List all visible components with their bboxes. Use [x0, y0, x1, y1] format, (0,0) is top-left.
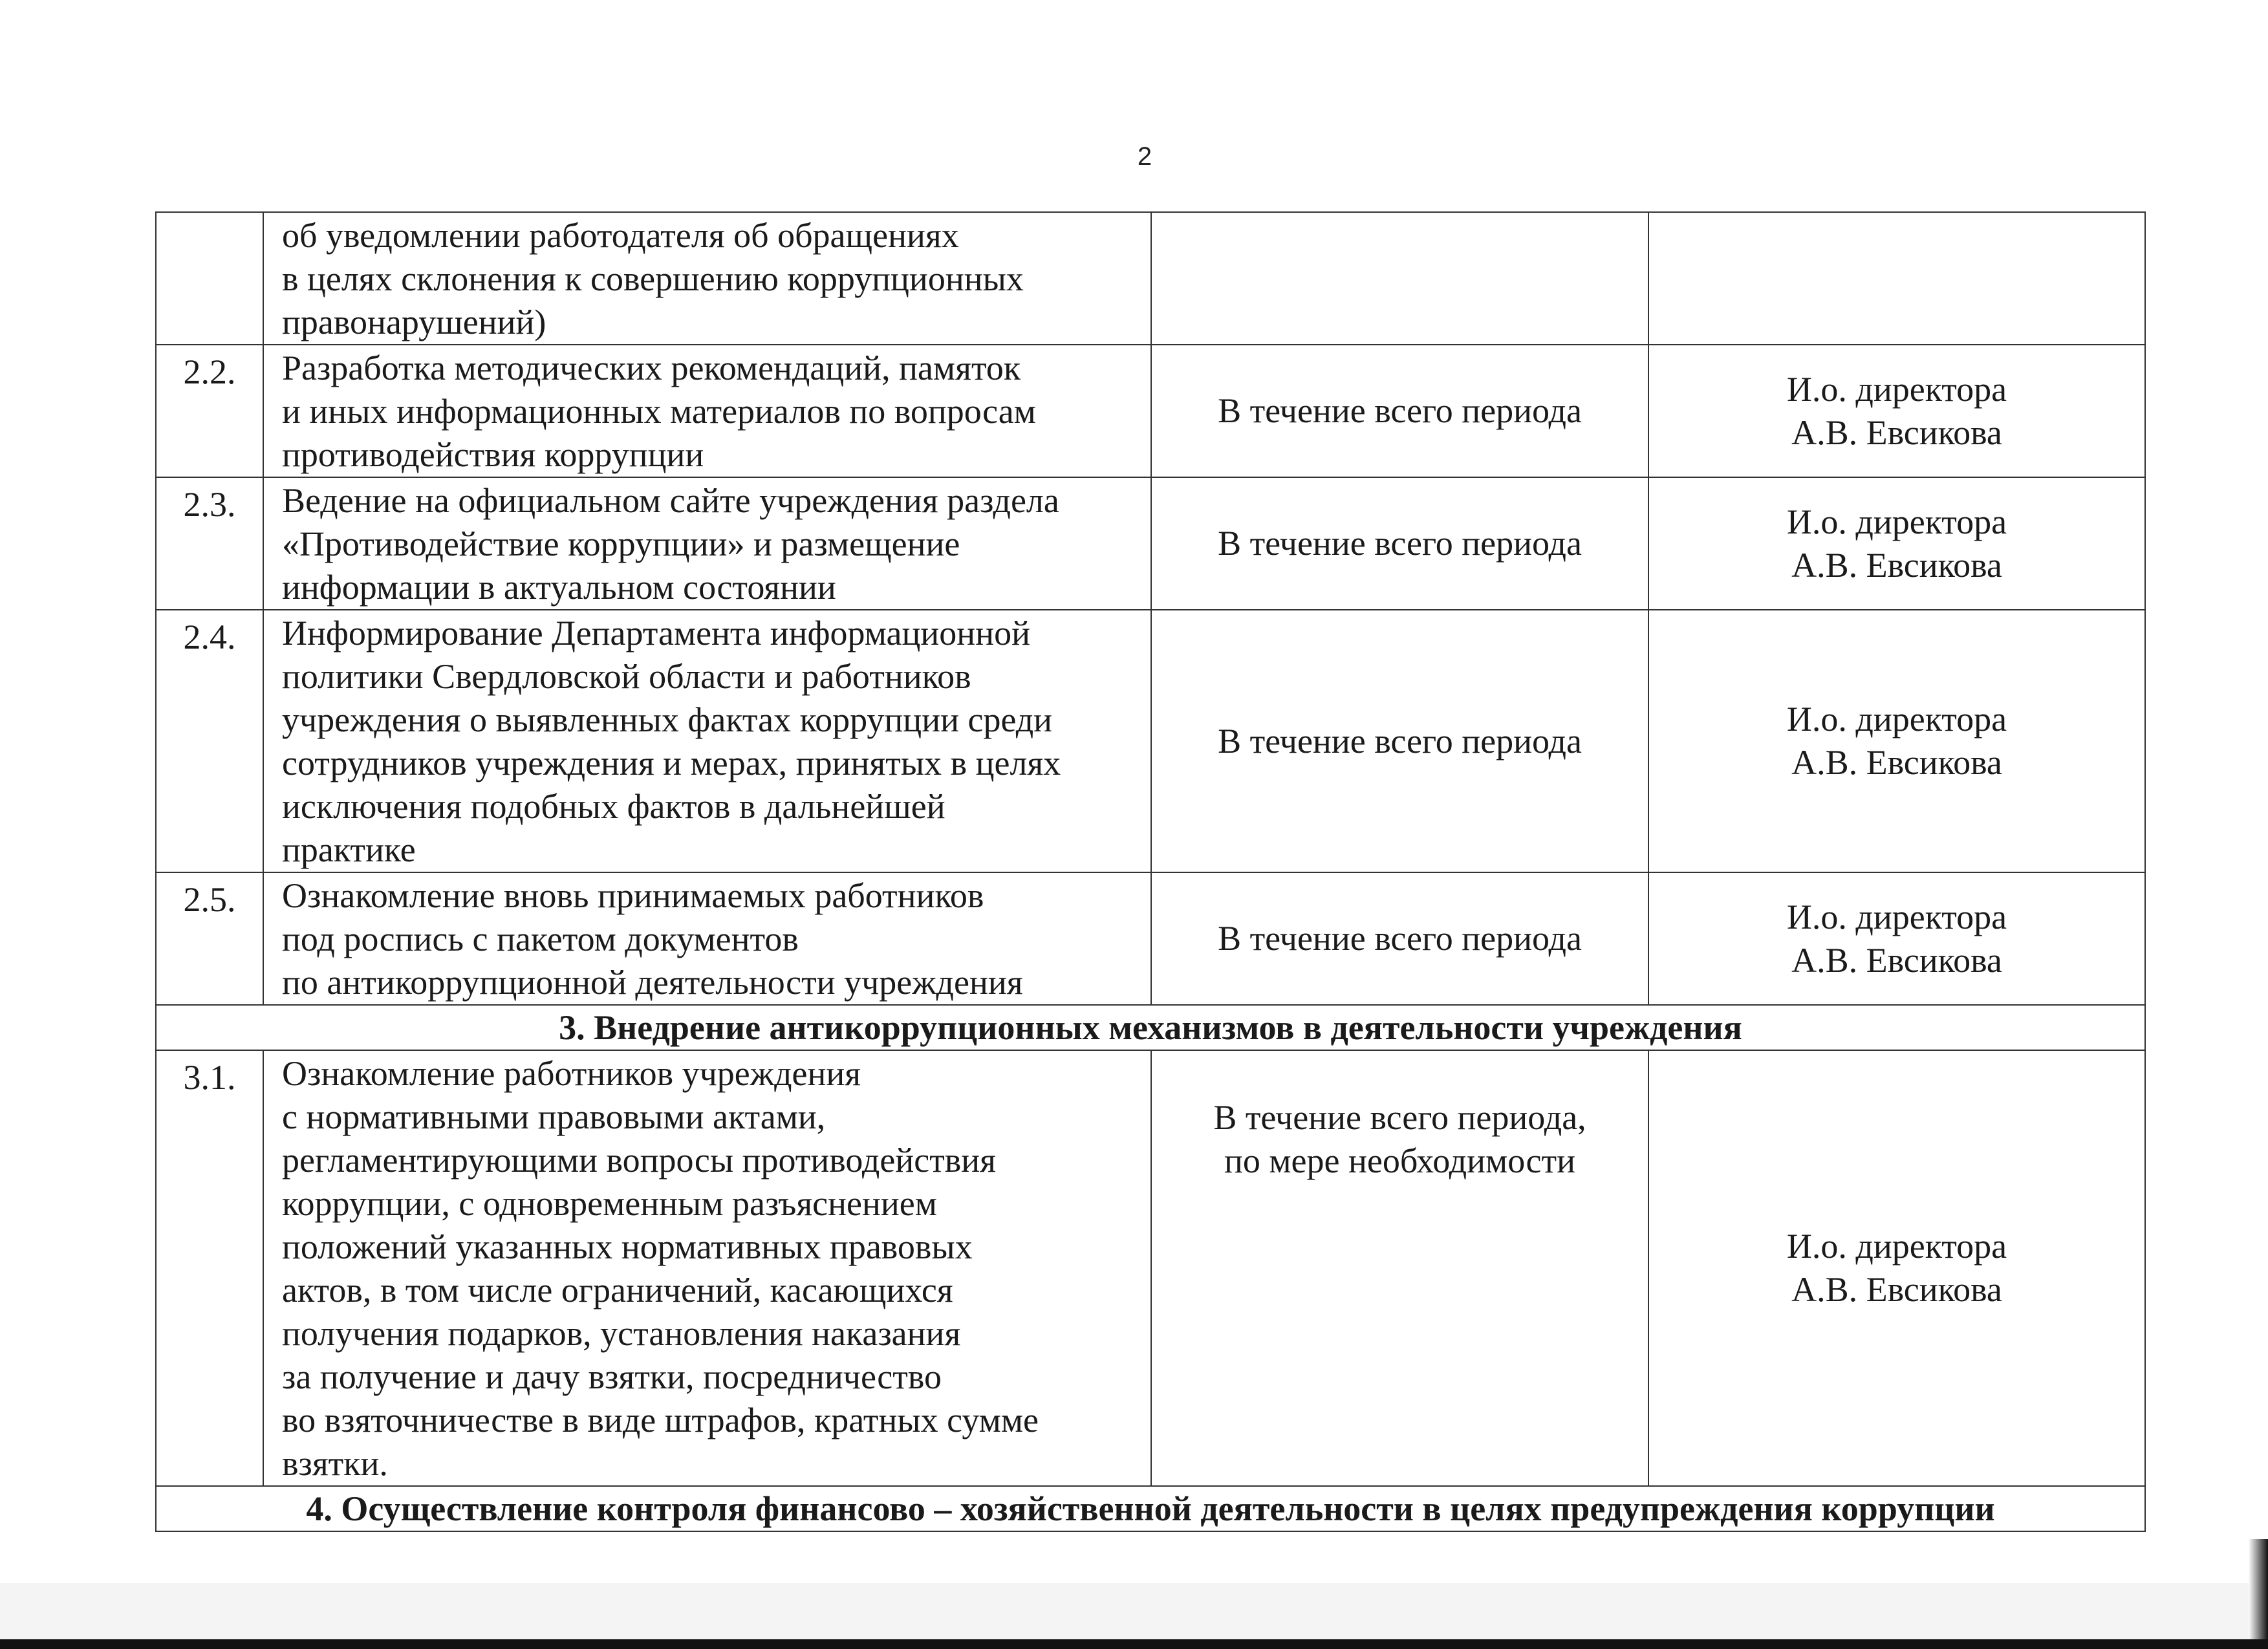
- responsible-title: И.о. директора: [1786, 502, 2007, 541]
- term-cell: В течение всего периода: [1151, 610, 1648, 872]
- table-row: [156, 1050, 2145, 1486]
- row-number: [156, 212, 263, 345]
- page-number: 2: [1137, 142, 1152, 171]
- row-number: 2.3.: [156, 477, 263, 610]
- responsible-name: А.В. Евсикова: [1791, 940, 2002, 980]
- table-row: [156, 345, 2145, 477]
- term-cell: [1151, 212, 1648, 345]
- measure-text: Ознакомление вновь принимаемых работников под роспись с пакетом документов по антикоррупционной деятельности учреждения: [263, 872, 1151, 1005]
- responsible-cell: [1648, 212, 2145, 345]
- section-row: [156, 1486, 2145, 1531]
- scan-shadow: [2249, 1539, 2268, 1649]
- scan-bottom-edge: [0, 1639, 2268, 1649]
- measure-text: Ознакомление работников учреждения с нормативными правовыми актами, регламентирующими вопросы противодействия коррупции, с одновременным разъяснением положений указанных нормативных правовых актов, в том числе ограничений, касающихся получения подарков, установления наказания за получение и дачу взятки, посредничество во взяточничестве в виде штрафов, кратных сумме взятки.: [263, 1050, 1151, 1486]
- responsible-name: А.В. Евсикова: [1791, 413, 2002, 452]
- table-row: [156, 477, 2145, 610]
- responsible-cell: [1648, 345, 2145, 477]
- section-heading: 3. Внедрение антикоррупционных механизмов в деятельности учреждения: [156, 1005, 2145, 1050]
- row-number: 2.2.: [156, 345, 263, 477]
- responsible-cell: [1648, 610, 2145, 872]
- term-cell: [1151, 1050, 1648, 1486]
- term-line: по мере необходимости: [1224, 1141, 1576, 1180]
- row-number: 2.5.: [156, 872, 263, 1005]
- term-line: В течение всего периода,: [1213, 1098, 1586, 1137]
- measure-text: Ведение на официальном сайте учреждения раздела «Противодействие коррупции» и размещение информации в актуальном состоянии: [263, 477, 1151, 610]
- section-row: [156, 1005, 2145, 1050]
- term-cell: В течение всего периода: [1151, 872, 1648, 1005]
- responsible-title: И.о. директора: [1786, 897, 2007, 936]
- responsible-title: И.о. директора: [1786, 1227, 2007, 1266]
- table-row: [156, 610, 2145, 872]
- table-row: [156, 872, 2145, 1005]
- section-heading: 4. Осуществление контроля финансово – хозяйственной деятельности в целях предупреждения коррупции: [156, 1486, 2145, 1531]
- action-plan-table: [155, 211, 2146, 1532]
- responsible-cell: [1648, 477, 2145, 610]
- responsible-title: И.о. директора: [1786, 369, 2007, 409]
- row-number: 2.4.: [156, 610, 263, 872]
- responsible-name: А.В. Евсикова: [1791, 743, 2002, 782]
- row-number: 3.1.: [156, 1050, 263, 1486]
- measure-text: Информирование Департамента информационной политики Свердловской области и работников учреждения о выявленных фактах коррупции среди сотрудников учреждения и мерах, принятых в целях исключения подобных фактов в дальнейшей практике: [263, 610, 1151, 872]
- table-row: [156, 212, 2145, 345]
- responsible-name: А.В. Евсикова: [1791, 1270, 2002, 1309]
- responsible-title: И.о. директора: [1786, 700, 2007, 738]
- measure-text: Разработка методических рекомендаций, памяток и иных информационных материалов по вопросам противодействия коррупции: [263, 345, 1151, 477]
- term-cell: В течение всего периода: [1151, 477, 1648, 610]
- responsible-name: А.В. Евсикова: [1791, 545, 2002, 585]
- responsible-cell: [1648, 872, 2145, 1005]
- responsible-cell: [1648, 1050, 2145, 1486]
- term-cell: В течение всего периода: [1151, 345, 1648, 477]
- measure-text: об уведомлении работодателя об обращениях в целях склонения к совершению коррупционных правонарушений): [263, 212, 1151, 345]
